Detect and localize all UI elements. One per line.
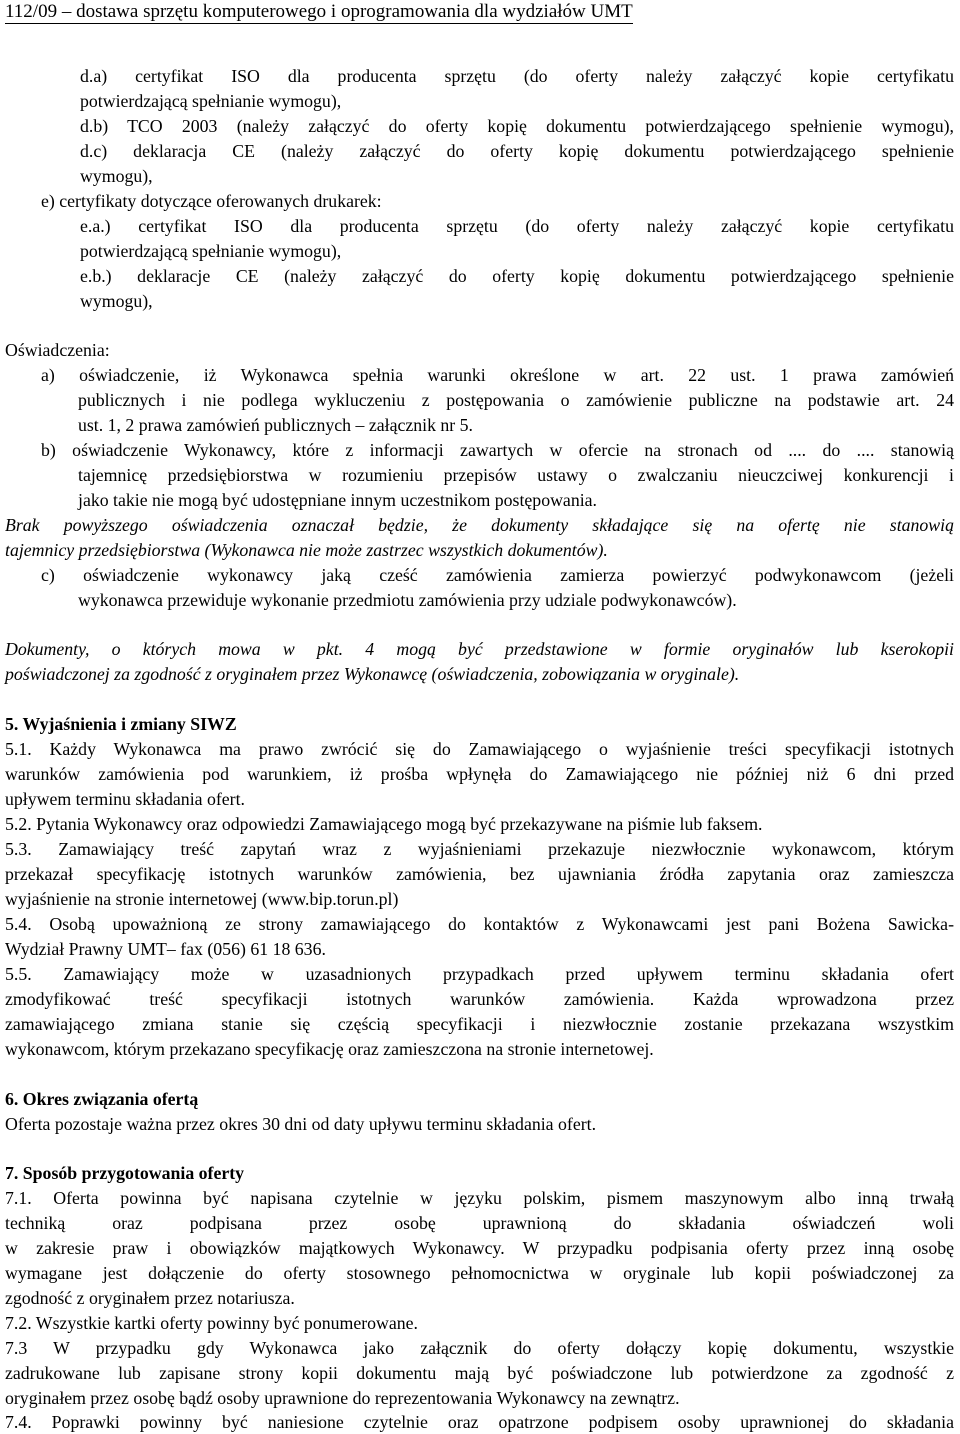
line-db: d.b) TCO 2003 (należy załączyć do oferty kopię dokumentu potwierdzającego spełnienie wymogu),: [80, 116, 954, 136]
line-c-2: wykonawca przewiduje wykonanie przedmiotu zamówienia przy udziale podwykonawców).: [78, 590, 737, 610]
line-5-4-a: 5.4. Osobą upoważnioną ze strony zamawiającego do kontaktów z Wykonawcami jest pani Bożena Sawicka-: [5, 914, 954, 934]
line-5-3-c: wyjaśnienie na stronie internetowej (www.bip.torun.pl): [5, 889, 399, 909]
page-header: [5, 0, 633, 26]
line-eb-1: e.b.) deklaracje CE (należy załączyć do oferty kopię dokumentu potwierdzającego spełnienie: [80, 266, 954, 286]
line-5-5-a: 5.5. Zamawiający może w uzasadnionych przypadkach przed upływem terminu składania ofert: [5, 964, 954, 984]
line-7-1-d: wymagane jest dołączenie do oferty stosownego pełnomocnictwa w oryginale lub kopii poświadczonej za: [5, 1263, 954, 1283]
line-7-1-a: 7.1. Oferta powinna być napisana czytelnie w języku polskim, pismem maszynowym albo inną trwałą: [5, 1188, 954, 1208]
line-5-5-b: zmodyfikować treść specyfikacji istotnych warunków zamówienia. Każda wprowadzona przez: [5, 989, 954, 1009]
header-text: 112/09 – dostawa sprzętu komputerowego i oprogramowania dla wydziałów UMT: [5, 1, 633, 22]
line-7-1-e: zgodność z oryginałem przez notariusza.: [5, 1288, 295, 1308]
section-6-heading: 6. Okres związania ofertą: [5, 1089, 199, 1109]
line-a-2: publicznych i nie podlega wykluczeniu z postępowania o zamówienie publiczne na podstawie art. 24: [78, 390, 954, 410]
line-eb-2: wymogu),: [80, 291, 153, 311]
line-7-3-c: oryginałem przez osobę bądź osoby uprawnione do reprezentowania Wykonawcy na zewnątrz.: [5, 1388, 680, 1408]
line-5-2: 5.2. Pytania Wykonawcy oraz odpowiedzi Zamawiającego mogą być przekazywane na piśmie lub faksem.: [5, 814, 763, 834]
line-7-1-b: techniką oraz podpisana przez osobę uprawnioną do składania oświadczeń woli: [5, 1213, 954, 1233]
section-7-heading: 7. Sposób przygotowania oferty: [5, 1163, 245, 1183]
line-7-3-b: zadrukowane lub zapisane strony kopii dokumentu mają być poświadczone lub potwierdzone za zgodność z: [5, 1363, 954, 1383]
line-dokumenty-1: Dokumenty, o których mowa w pkt. 4 mogą być przedstawione w formie oryginałów lub kserokopii: [5, 639, 954, 659]
line-5-5-d: wykonawcom, którym przekazano specyfikację oraz zamieszczona na stronie internetowej.: [5, 1039, 654, 1059]
line-brak-2: tajemnicy przedsiębiorstwa (Wykonawca nie może zastrzec wszystkich dokumentów).: [5, 540, 608, 560]
line-dokumenty-2: poświadczonej za zgodność z oryginałem przez Wykonawcę (oświadczenia, zobowiązania w oryginale).: [5, 664, 740, 684]
line-da-2: potwierdzającą spełnianie wymogu),: [80, 91, 342, 111]
line-dc-2: wymogu),: [80, 166, 153, 186]
line-7-3-a: 7.3 W przypadku gdy Wykonawca jako załącznik do oferty dołączy kopię dokumentu, wszystkie: [5, 1338, 954, 1358]
oswiadczenia-heading: Oświadczenia:: [5, 340, 110, 360]
line-b-1: b) oświadczenie Wykonawcy, które z informacji zawartych w ofercie na stronach od .... do .... stanowią: [41, 440, 954, 460]
section-5-heading: 5. Wyjaśnienia i zmiany SIWZ: [5, 714, 237, 734]
line-e: e) certyfikaty dotyczące oferowanych drukarek:: [41, 191, 382, 211]
line-brak-1: Brak powyższego oświadczenia oznaczał będzie, że dokumenty składające się na ofertę nie stanowią: [5, 515, 954, 535]
line-5-1-c: upływem terminu składania ofert.: [5, 789, 245, 809]
line-5-1-a: 5.1. Każdy Wykonawca ma prawo zwrócić się do Zamawiającego o wyjaśnienie treści specyfikacji istotnych: [5, 739, 954, 759]
line-c-1: c) oświadczenie wykonawcy jaką cześć zamówienia zamierza powierzyć podwykonawcom (jeżeli: [41, 565, 954, 585]
line-7-4: 7.4. Poprawki powinny być naniesione czytelnie oraz opatrzone podpisem osoby uprawnionej do składania: [5, 1412, 954, 1432]
line-5-3-a: 5.3. Zamawiający treść zapytań wraz z wyjaśnieniami przekazuje niezwłocznie wykonawcom, którym: [5, 839, 954, 859]
line-6: Oferta pozostaje ważna przez okres 30 dni od daty upływu terminu składania ofert.: [5, 1114, 597, 1134]
line-a-1: a) oświadczenie, iż Wykonawca spełnia warunki określone w art. 22 ust. 1 prawa zamówień: [41, 365, 954, 385]
line-5-1-b: warunków zamówienia pod warunkiem, iż prośba wpłynęła do Zamawiającego nie później niż 6 dni przed: [5, 764, 954, 784]
line-5-3-b: przekazał specyfikację istotnych warunków zamówienia, bez ujawniania źródła zapytania oraz zamieszcza: [5, 864, 954, 884]
line-da-1: d.a) certyfikat ISO dla producenta sprzętu (do oferty należy załączyć kopie certyfikatu: [80, 66, 954, 86]
line-b-2: tajemnicę przedsiębiorstwa w rozumieniu przepisów ustawy o zwalczaniu nieuczciwej konkurencji i: [78, 465, 954, 485]
line-dc-1: d.c) deklaracja CE (należy załączyć do oferty kopię dokumentu potwierdzającego spełnienie: [80, 141, 954, 161]
line-b-3: jako takie nie mogą być udostępniane innym uczestnikom postępowania.: [78, 490, 597, 510]
line-5-4-b: Wydział Prawny UMT– fax (056) 61 18 636.: [5, 939, 326, 959]
line-7-1-c: w zakresie praw i obowiązków majątkowych Wykonawcy. W przypadku podpisania oferty przez inną osobę: [5, 1238, 954, 1258]
line-a-3: ust. 1, 2 prawa zamówień publicznych – załącznik nr 5.: [78, 415, 473, 435]
line-ea-2: potwierdzającą spełnianie wymogu),: [80, 241, 342, 261]
line-5-5-c: zamawiającego zmiana stanie się częścią specyfikacji i niezwłocznie zostanie przekazana wszystkim: [5, 1014, 954, 1034]
line-7-2: 7.2. Wszystkie kartki oferty powinny być ponumerowane.: [5, 1313, 418, 1333]
line-ea-1: e.a.) certyfikat ISO dla producenta sprzętu (do oferty należy załączyć kopie certyfikatu: [80, 216, 954, 236]
